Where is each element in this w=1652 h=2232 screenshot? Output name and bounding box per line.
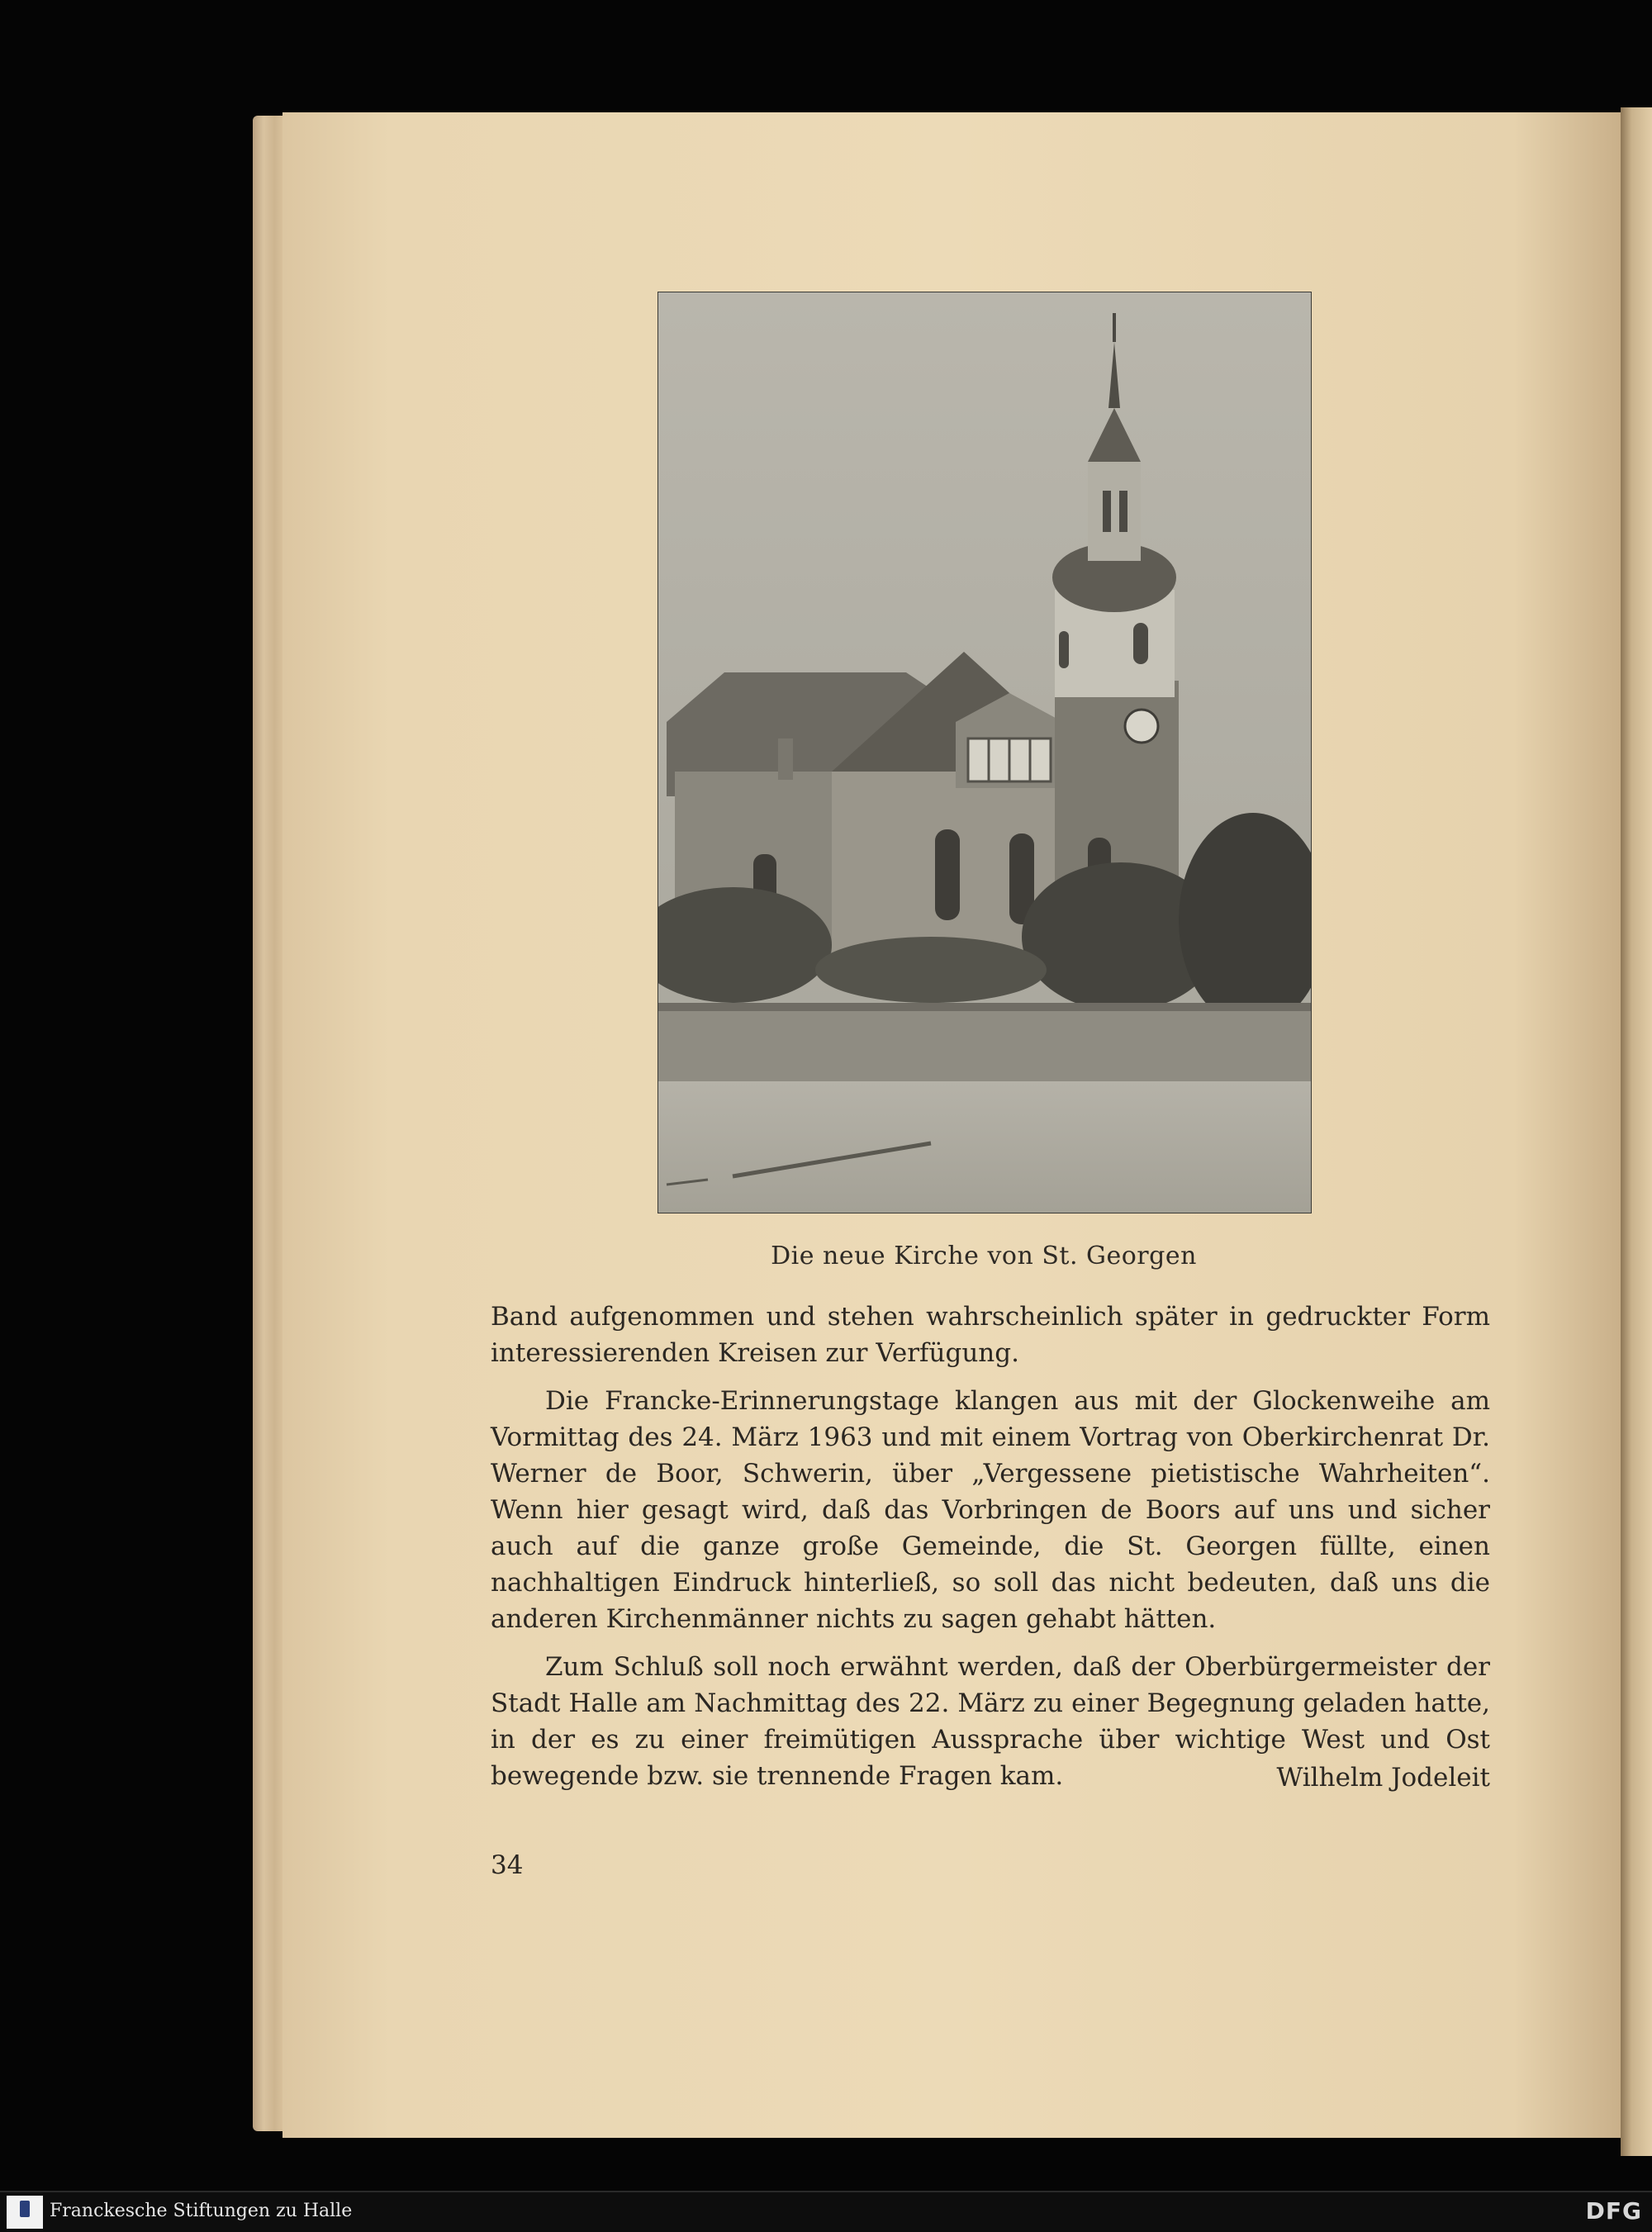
page-number: 34 [491, 1850, 524, 1880]
institution-name: Franckesche Stiftungen zu Halle [50, 2201, 353, 2221]
dfg-logo-icon: DFG [1585, 2197, 1642, 2225]
viewer-footer-bar [0, 2191, 1652, 2232]
facing-page-edge [1621, 107, 1652, 2156]
article-body [491, 1299, 1490, 1794]
author-signature: Wilhelm Jodeleit [1276, 1763, 1490, 1793]
church-photograph [657, 292, 1312, 1213]
paragraph-continuation: Band aufgenommen und stehen wahrscheinlich später in gedruckter Form interessierenden Kreisen zur Verfügung. [491, 1302, 1490, 1368]
paragraph-erinnerungstage: Die Francke-Erinnerungstage klangen aus mit der Glockenweihe am Vormittag des 24. März 1963 und mit einem Vortrag von Oberkirchenrat Dr. Werner de Boor, Schwerin, über „Vergessene pietistische Wahrheiten“. Wenn hier gesagt wird, daß das Vorbringen de Boors auf uns und sicher auch auf die ganze große Gemeinde, die St. Georgen füllte, einen nachhaltigen Eindruck hinterließ, so soll das nicht bedeuten, daß uns die anderen Kirchenmänner nichts zu sagen gehabt hätten. [491, 1386, 1490, 1634]
photo-caption: Die neue Kirche von St. Georgen [771, 1242, 1197, 1270]
institution-logo-icon [7, 2196, 43, 2229]
paragraph-schluss: Zum Schluß soll noch erwähnt werden, daß der Oberbürgermeister der Stadt Halle am Nachmittag des 22. März zu einer Begegnung geladen hatte, in der es zu einer freimütigen Aussprache über wichtige West und Ost bewegende bzw. sie trennende Fragen kam. [491, 1652, 1490, 1791]
